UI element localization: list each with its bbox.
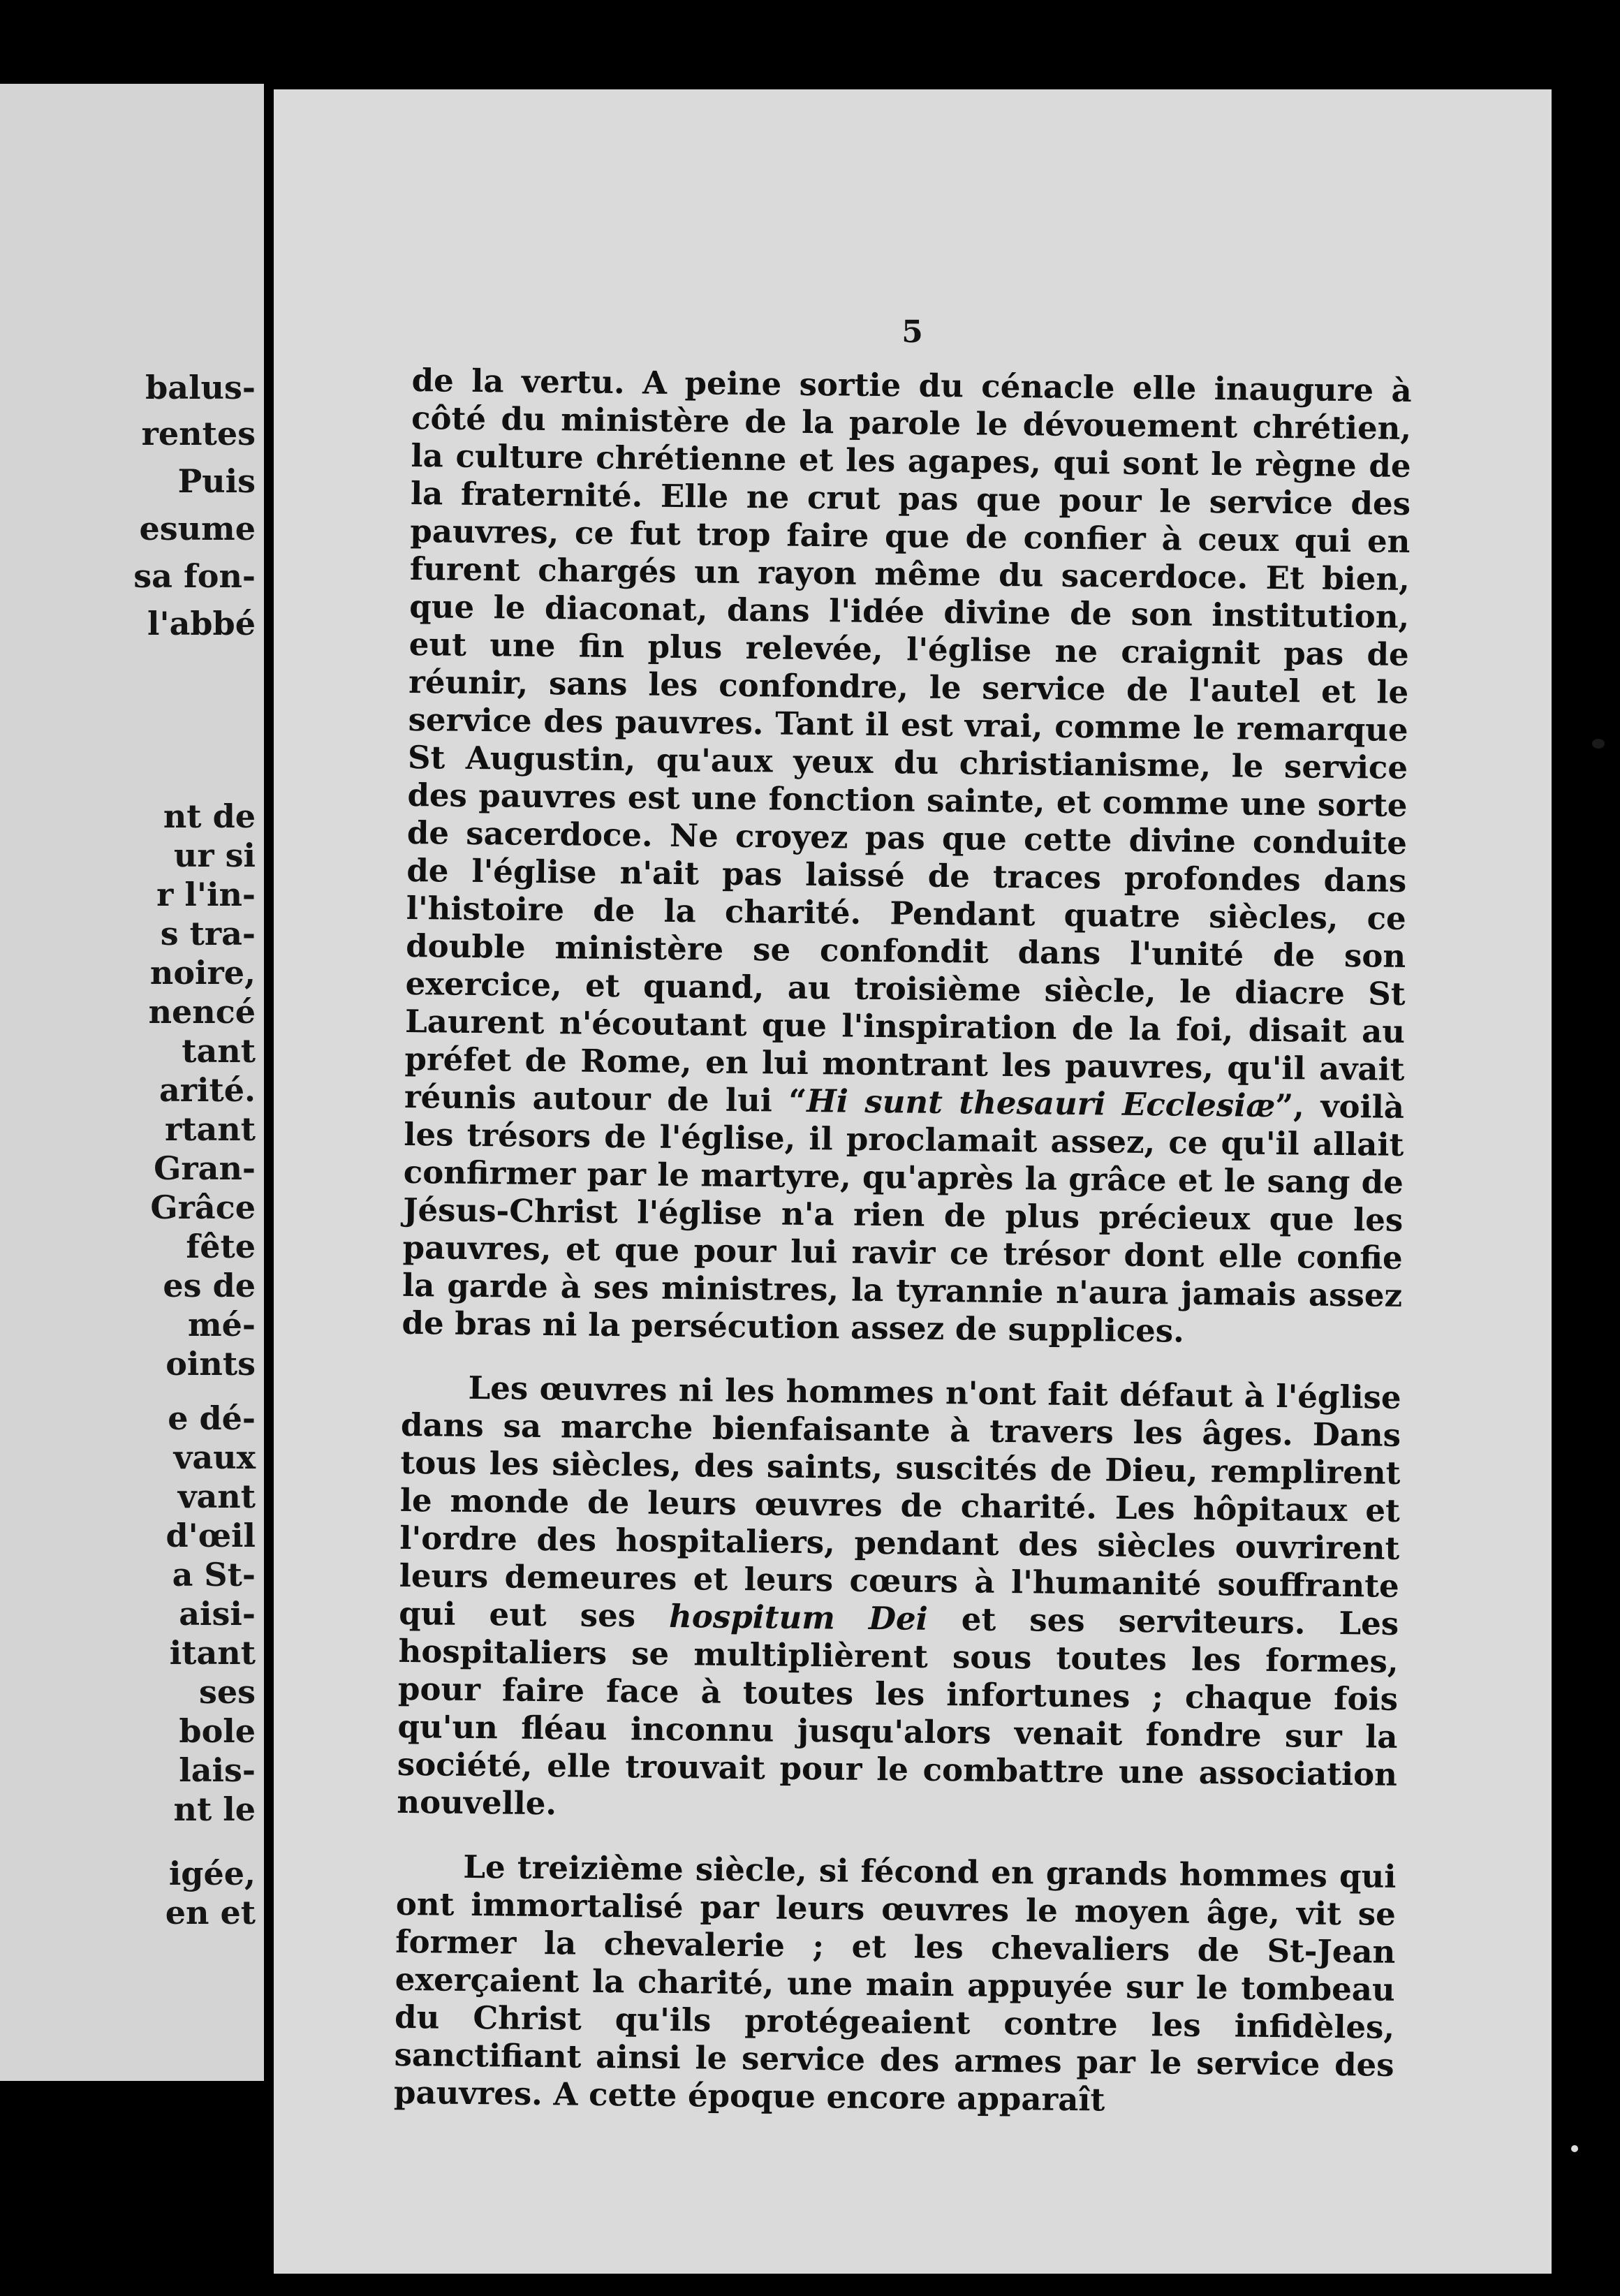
left-fragment-line: Puis (177, 462, 256, 500)
left-fragment-line: ses (198, 1673, 256, 1711)
left-fragment-line: noire, (149, 954, 256, 992)
left-fragment-line: fête (186, 1228, 256, 1265)
paragraph-3-text: Le treizième siècle, si fécond en grands hommes qui ont immortalisé par leurs œuvres le moyen âge, vit se former la chevalerie ; et les chevaliers de St-Jean exerçaient la charité, une main appuyée sur le tombeau du Christ qu'ils protégeaient contre les infidèles, sanctifiant ainsi le service des armes par le service des pauvres. A cette époque encore apparaît (393, 1848, 1397, 2119)
left-fragment-line: ur si (173, 837, 256, 874)
paragraph-3 (394, 1848, 1397, 2122)
paragraph-1 (402, 362, 1412, 1353)
left-fragment-line: oints (165, 1345, 256, 1383)
left-fragment-line: arité. (159, 1071, 256, 1109)
left-fragment-line: nt de (163, 797, 256, 835)
left-fragment-line: nt le (173, 1790, 256, 1828)
scan-speck (1592, 739, 1605, 749)
left-fragment-line: nencé (148, 993, 256, 1031)
left-fragment-line: d'œil (165, 1517, 256, 1554)
left-fragment-line: bole (179, 1712, 256, 1750)
left-fragment-line: vant (177, 1478, 256, 1515)
left-fragment-line: s tra- (160, 915, 256, 952)
left-page-fragment (0, 84, 264, 2081)
left-fragment-line: en et (165, 1894, 256, 1931)
left-fragment-line: rtant (165, 1110, 256, 1148)
left-fragment-line: Gran- (154, 1149, 256, 1187)
paragraph-2 (397, 1369, 1401, 1832)
left-fragment-line: lais- (179, 1751, 256, 1789)
left-fragment-line: tant (182, 1032, 256, 1070)
left-fragment-line: r l'in- (156, 876, 256, 913)
paragraph-2-text-continued: et ses serviteurs. Les hospitaliers se multiplièrent sous toutes les formes, pour faire face à toutes les infortunes ; chaque fois qu'un fléau inconnu jusqu'alors venait fondre sur la société, elle trouvait pour le combattre une association nouvelle. (397, 1600, 1399, 1823)
left-fragment-line: vaux (173, 1438, 256, 1476)
latin-quote: Hi sunt thesauri Ecclesiæ (806, 1082, 1276, 1125)
left-fragment-line: balus- (145, 369, 256, 406)
main-page (274, 89, 1552, 2274)
page-body-text (393, 362, 1412, 2149)
left-fragment-line: esume (139, 510, 256, 547)
paragraph-1-text: de la vertu. A peine sortie du cénacle elle inaugure à côté du ministère de la parole le dévouement chrétien, la culture chrétienne et les agapes, qui sont le règne de la fraternité. Elle ne crut pas que pour le service des pauvres, ce fut trop faire que de confier à ceux qui en furent chargés un rayon même du sacerdoce. Et bien, que le diaconat, dans l'idée divine de son institution, eut une fin plus relevée, l'église ne craignit pas de réunir, sans les confondre, le service de l'autel et le service des pauvres. Tant il est vrai, comme le remarque St Augustin, qu'aux yeux du christianisme, le service des pauvres est une fonction sainte, et comme une sorte de sacerdoce. Ne croyez pas que cette divine conduite de l'église n'ait pas laissé de traces profondes dans l'histoire de la charité. Pendant quatre siècles, ce double ministère se confondit dans l'unité de son exercice, et quand, au troisième siècle, le diacre St Laurent n'écoutant que l'inspiration de la foi, disait au préfet de Rome, en lui montrant les pauvres, qu'il avait réunis autour de lui “ (404, 362, 1412, 1119)
scan-speck (1571, 2145, 1578, 2152)
left-fragment-line: mé- (187, 1306, 256, 1344)
page-number: 5 (901, 314, 924, 350)
left-fragment-line: e dé- (168, 1399, 256, 1437)
left-fragment-line: rentes (141, 415, 256, 452)
left-fragment-line: sa fon- (133, 557, 256, 595)
left-fragment-line: aisi- (179, 1595, 256, 1633)
left-fragment-line: Grâce (150, 1189, 256, 1226)
left-fragment-line: igée, (168, 1855, 256, 1892)
paragraph-1-text-continued: ”, voilà les trésors de l'église, il proclamait assez, ce qu'il allait confirmer par le martyre, qu'après la grâce et le sang de Jésus-Christ l'église n'a rien de plus précieux que les pauvres, et que pour lui ravir ce trésor dont elle confie la garde à ses ministres, la tyrannie n'aura jamais assez de bras ni la persécution assez de supplices. (402, 1087, 1405, 1350)
left-fragment-line: a St- (172, 1556, 256, 1594)
paragraph-2-text: Les œuvres ni les hommes n'ont fait défaut à l'église dans sa marche bienfaisante à travers les âges. Dans tous les siècles, des saints, suscités de Dieu, remplirent le monde de leurs œuvres de charité. Les hôpitaux et l'ordre des hospitaliers, pendant des siècles ouvrirent leurs demeures et leurs cœurs à l'humanité souffrante qui eut ses (398, 1369, 1401, 1635)
left-fragment-line: es de (163, 1267, 256, 1304)
left-fragment-line: itant (169, 1634, 256, 1672)
left-fragment-line: l'abbé (147, 605, 256, 642)
latin-term: hospitum Dei (668, 1597, 929, 1638)
